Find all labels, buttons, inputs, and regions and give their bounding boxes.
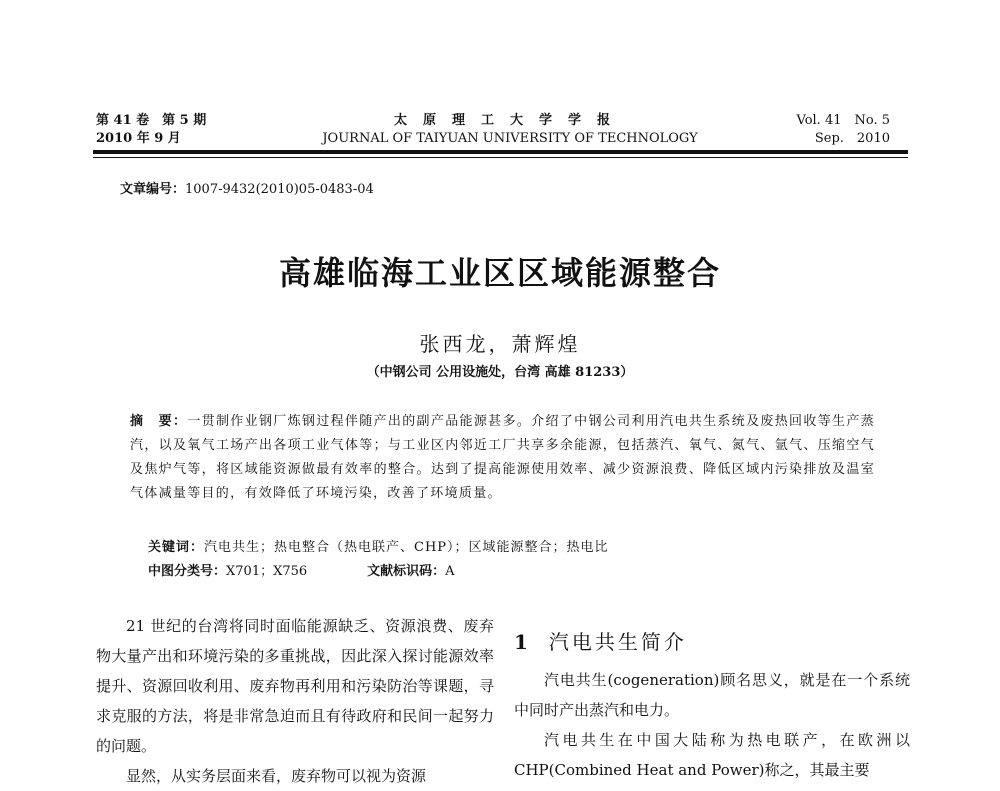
doc-code-label: 文献标识码：	[367, 564, 446, 579]
journal-name-en: JOURNAL OF TAIYUAN UNIVERSITY OF TECHNOLOGY	[322, 131, 698, 146]
header-rule-thin	[93, 157, 908, 158]
clc-label: 中图分类号：	[148, 564, 227, 579]
publication-date-en: Sep. 2010	[814, 131, 890, 146]
body-paragraph: 显然，从实务层面来看，废弃物可以视为资源	[126, 767, 427, 785]
paper-title: 高雄临海工业区区域能源整合	[278, 254, 721, 292]
journal-name	[280, 112, 740, 148]
abstract-text: 一贯制作业钢厂炼钢过程伴随产出的副产品能源甚多。介绍了中钢公司利用汽电共生系统及废热回收等生产蒸汽，以及氧气工场产出各项工业气体等；与工业区内邻近工厂共享多余能源，包括蒸汽、氧气、氮气、氩气、压缩空气及焦炉气等，将区域能资源做最有效率的整合。达到了提高能源使用效率、减少资源浪费、降低区域内污染排放及温室气体减量等目的，有效降低了环境污染，改善了环境质量。	[130, 414, 875, 501]
article-number	[120, 178, 374, 197]
affiliation: （中钢公司 公用设施处，台湾 高雄 81233）	[366, 365, 634, 380]
section-heading	[514, 626, 687, 655]
section-number: 1	[514, 630, 531, 654]
body-paragraph: 汽电共生在中国大陆称为热电联产，在欧洲以CHP(Combined Heat and Power)称之，其最主要	[514, 731, 910, 779]
abstract-label: 摘 要：	[130, 414, 188, 429]
header-rule-thick	[93, 150, 908, 154]
authors: 张西龙，萧辉煌	[419, 332, 581, 356]
doc-code-value: A	[445, 564, 455, 579]
body-paragraph: 21 世纪的台湾将同时面临能源缺乏、资源浪费、废弃物大量产出和环境污染的多重挑战，因此深入探讨能源效率提升、资源回收利用、废弃物再利用和污染防治等课题，寻求克服的方法，将是非常急迫而且有待政府和民间一起努力的问题。	[96, 617, 494, 755]
journal-name-cn: 太原理工大学学报	[393, 113, 626, 128]
journal-volume-info	[96, 112, 206, 148]
volume-issue: 第 41 卷 第 5 期	[96, 113, 207, 128]
volume-issue-en: Vol. 41 No. 5	[796, 113, 890, 128]
keywords	[148, 536, 609, 555]
abstract	[130, 410, 875, 506]
body-right-column	[514, 665, 910, 785]
article-number-value: 1007-9432(2010)05-0483-04	[185, 182, 374, 197]
article-number-label: 文章编号：	[120, 182, 186, 197]
publication-date-cn: 2010 年 9 月	[96, 131, 181, 146]
keywords-label: 关键词：	[148, 540, 205, 555]
journal-volume-en	[797, 112, 891, 148]
keywords-text: 汽电共生；热电整合（热电联产、CHP）；区域能源整合；热电比	[204, 540, 609, 555]
body-left-column	[96, 611, 494, 791]
body-paragraph: 汽电共生(cogeneration)顾名思义，就是在一个系统中同时产出蒸汽和电力。	[514, 671, 910, 719]
clc-value: X701；X756	[226, 564, 308, 579]
classification	[148, 560, 455, 579]
section-title: 汽电共生简介	[548, 630, 687, 654]
